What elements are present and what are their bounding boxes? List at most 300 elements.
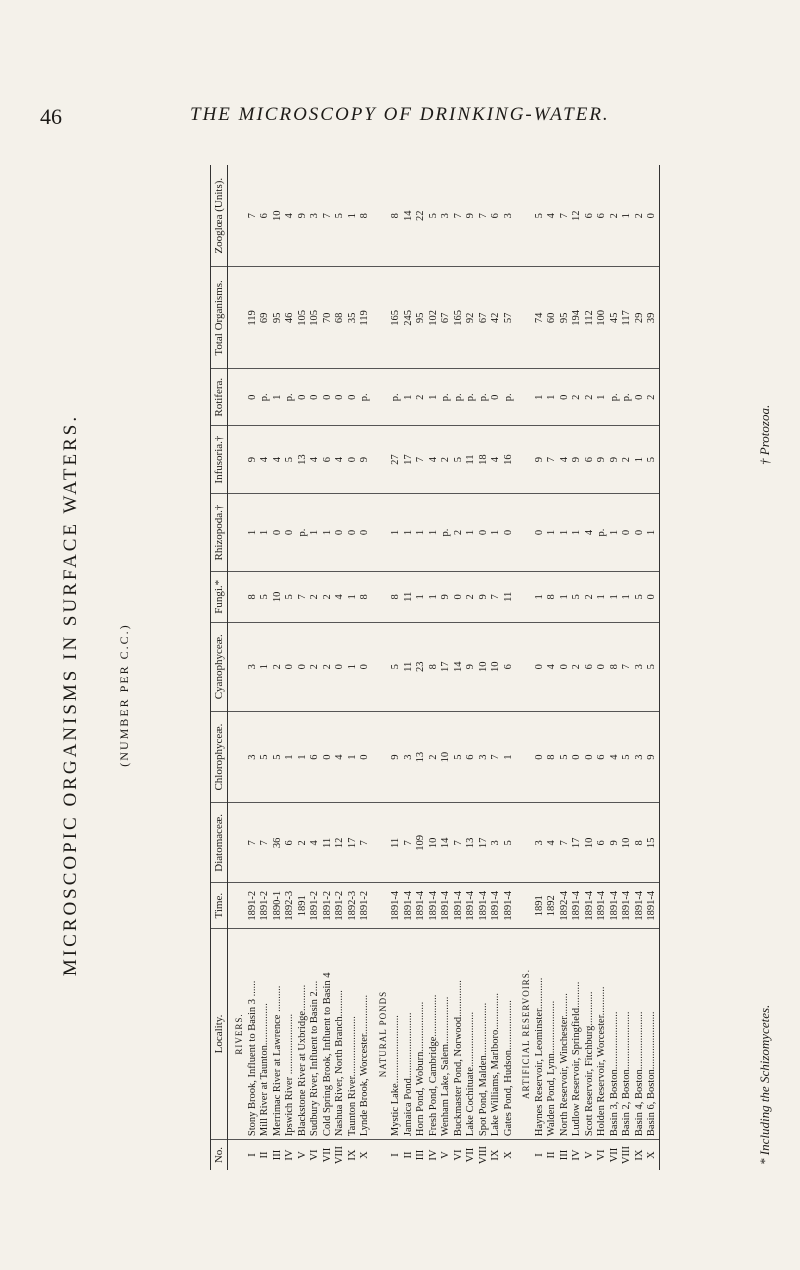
group-spacer [515, 803, 534, 883]
table-cell: 165 [453, 267, 466, 369]
group-spacer [515, 165, 534, 267]
page-header [40, 98, 760, 138]
group-label: RIVERS. [228, 928, 247, 1139]
table-cell: Spot Pond, Malden.................... [478, 928, 491, 1139]
table-cell: Jamaica Pond......................... [403, 928, 416, 1139]
table-cell: 4 [559, 426, 572, 494]
table-cell: 1891 [297, 883, 310, 928]
table-row [621, 165, 634, 1170]
table-cell: 1 [309, 494, 322, 572]
table-cell: 9 [359, 426, 372, 494]
table-cell: 4 [334, 426, 347, 494]
table-cell: 194 [571, 267, 584, 369]
table-cell: 5 [646, 622, 659, 711]
table-cell: 10 [428, 803, 441, 883]
table-cell: Haynes Reservoir, Leominster............ [534, 928, 547, 1139]
table-cell: 1891-4 [465, 883, 478, 928]
table-cell: 5 [284, 571, 297, 622]
table-cell: 6 [322, 426, 335, 494]
table-cell: 2 [297, 803, 310, 883]
table-cell: 1891-4 [596, 883, 609, 928]
group-spacer [372, 622, 391, 711]
column-header: Zooglœa (Units). [211, 165, 228, 267]
group-spacer [372, 571, 391, 622]
column-header: Cyanophyceæ. [211, 622, 228, 711]
table-cell: I [246, 1153, 258, 1157]
table-cell: 8 [609, 622, 622, 711]
table-cell: 2 [309, 622, 322, 711]
table-cell: p. [609, 369, 622, 426]
table-cell: 1 [347, 711, 360, 802]
table-cell: 13 [415, 711, 428, 802]
table-cell: Basin 6, Boston...................... [646, 928, 659, 1139]
table-subtitle: (NUMBER PER C.C.) [117, 623, 131, 767]
table-cell: p. [478, 369, 491, 426]
table-row [546, 165, 559, 1170]
table-cell: 0 [584, 711, 597, 802]
table-cell: Sudbury River, Influent to Basin 2.... [309, 928, 322, 1139]
table-cell: 1 [571, 494, 584, 572]
table-cell: 0 [621, 494, 634, 572]
table-cell: 1891-4 [478, 883, 491, 928]
table-cell: 4 [309, 426, 322, 494]
table-cell: 7 [559, 165, 572, 267]
table-cell: 105 [309, 267, 322, 369]
table-cell: 67 [440, 267, 453, 369]
table-cell: 1891-4 [584, 883, 597, 928]
table-cell: p. [297, 494, 310, 572]
table-cell: 9 [609, 426, 622, 494]
table-cell: 3 [247, 622, 260, 711]
group-spacer [515, 711, 534, 802]
table-cell: 6 [309, 711, 322, 802]
table-cell: 9 [440, 571, 453, 622]
group-spacer [228, 803, 247, 883]
table-cell: 2 [571, 369, 584, 426]
table-cell: 6 [596, 711, 609, 802]
group-spacer [372, 711, 391, 802]
table-cell: 1891-4 [503, 883, 516, 928]
table-cell: 0 [646, 571, 659, 622]
table-cell: Ipswich River ....................... [284, 928, 297, 1139]
table-cell: 5 [284, 426, 297, 494]
table-cell: X [502, 1151, 514, 1159]
table-cell: 2 [428, 711, 441, 802]
table-cell: Basin 3, Boston...................... [609, 928, 622, 1139]
table-cell: 0 [571, 711, 584, 802]
table-cell: 5 [646, 426, 659, 494]
table-cell: 0 [322, 711, 335, 802]
table-cell: 92 [465, 267, 478, 369]
table-cell: 1891-4 [621, 883, 634, 928]
table-cell: 1 [347, 165, 360, 267]
group-row [515, 165, 534, 1170]
table-cell: North Reservoir, Winchester......... [559, 928, 572, 1139]
table-cell: IV [427, 1149, 439, 1161]
group-spacer [515, 571, 534, 622]
column-header: Infusoria.† [211, 426, 228, 494]
table-cell: 1891-2 [334, 883, 347, 928]
table-cell: 3 [403, 711, 416, 802]
table-cell: 2 [646, 369, 659, 426]
table-cell: 6 [584, 426, 597, 494]
table-cell: 4 [284, 165, 297, 267]
table-row [284, 165, 297, 1170]
table-cell: 3 [490, 803, 503, 883]
table-cell: 119 [247, 267, 260, 369]
table-cell: V [440, 1151, 451, 1159]
table-cell: 0 [297, 369, 310, 426]
table-cell: 10 [272, 571, 285, 622]
table-cell: 8 [390, 571, 403, 622]
table-cell: 1 [284, 711, 297, 802]
table-cell: p. [440, 494, 453, 572]
table-cell: 1891 [534, 883, 547, 928]
table-cell: 3 [534, 803, 547, 883]
table-cell: 14 [453, 622, 466, 711]
table-row [571, 165, 584, 1170]
table-cell: 35 [347, 267, 360, 369]
table-cell: 7 [259, 803, 272, 883]
table-cell: 60 [546, 267, 559, 369]
table-row [490, 165, 503, 1170]
table-cell: 95 [559, 267, 572, 369]
table-cell: Wenham Lake, Salem.................. [440, 928, 453, 1139]
table-cell: 17 [571, 803, 584, 883]
group-spacer [372, 883, 391, 928]
table-cell: 9 [596, 426, 609, 494]
table-cell: Fresh Pond, Cambridge................ [428, 928, 441, 1139]
table-cell: 7 [453, 803, 466, 883]
table-cell: IX [633, 1149, 645, 1161]
table-cell: p. [284, 369, 297, 426]
table-cell: 2 [322, 571, 335, 622]
table-cell: V [583, 1151, 595, 1159]
table-cell: 8 [546, 571, 559, 622]
table-cell: 12 [334, 803, 347, 883]
table-cell: 9 [571, 426, 584, 494]
table-cell: 17 [440, 622, 453, 711]
table-cell: 1 [534, 369, 547, 426]
table-cell: 1891-4 [390, 883, 403, 928]
table-cell: 39 [646, 267, 659, 369]
table-cell: 0 [334, 622, 347, 711]
group-spacer [372, 1140, 391, 1170]
table-cell: 1891-4 [634, 883, 647, 928]
table-cell: Nashua River, North Branch.......... [334, 928, 347, 1139]
table-cell: 0 [347, 494, 360, 572]
table-cell: X [359, 1151, 370, 1159]
table-row [334, 165, 347, 1170]
table-cell: Cold Spring Brook, Influent to Basin 4 [322, 928, 335, 1139]
table-cell: 7 [478, 165, 491, 267]
table-cell: 3 [440, 165, 453, 267]
table-cell: 7 [359, 803, 372, 883]
table-cell: 95 [272, 267, 285, 369]
column-header: Time. [211, 883, 228, 928]
table-row [596, 165, 609, 1170]
table-cell: 22 [415, 165, 428, 267]
table-cell: 1891-4 [453, 883, 466, 928]
table-cell: 1892-3 [347, 883, 360, 928]
table-cell: 1891-4 [440, 883, 453, 928]
table-cell: 5 [453, 711, 466, 802]
table-cell: 0 [347, 426, 360, 494]
table-cell: 0 [534, 494, 547, 572]
table-row [440, 165, 453, 1170]
table-cell: VII [608, 1147, 620, 1163]
table-cell: 2 [453, 494, 466, 572]
table-cell: 4 [334, 571, 347, 622]
table-cell: 2 [584, 369, 597, 426]
table-cell: 1 [428, 571, 441, 622]
table-cell: Mystic Lake.......................... [390, 928, 403, 1139]
table-row [347, 165, 360, 1170]
table-cell: 3 [634, 711, 647, 802]
table-cell: 1 [609, 571, 622, 622]
table-cell: 0 [309, 369, 322, 426]
group-spacer [228, 369, 247, 426]
table-cell: 1 [247, 494, 260, 572]
table-cell: 11 [503, 571, 516, 622]
table-cell: 0 [359, 494, 372, 572]
organisms-table [210, 165, 660, 1170]
table-cell: VI [309, 1149, 320, 1161]
table-cell: 112 [584, 267, 597, 369]
table-cell: 0 [634, 494, 647, 572]
group-spacer [228, 165, 247, 267]
table-cell: III [558, 1149, 570, 1161]
table-cell: 1 [609, 494, 622, 572]
table-cell: 1 [596, 571, 609, 622]
table-row [584, 165, 597, 1170]
table-cell: 9 [297, 165, 310, 267]
table-cell: I [390, 1153, 401, 1157]
table-cell: 1891-4 [646, 883, 659, 928]
table-cell: VI [452, 1149, 464, 1161]
table-cell: 8 [428, 622, 441, 711]
table-cell: III [271, 1149, 283, 1161]
group-spacer [228, 426, 247, 494]
table-cell: 7 [490, 571, 503, 622]
table-cell: 7 [546, 426, 559, 494]
group-spacer [372, 494, 391, 572]
table-cell: 245 [403, 267, 416, 369]
table-cell: 1890-1 [272, 883, 285, 928]
table-cell: Buckmaster Pond, Norwood.............. [453, 928, 466, 1139]
table-cell: 5 [453, 426, 466, 494]
table-cell: 5 [559, 711, 572, 802]
table-cell: 10 [621, 803, 634, 883]
table-cell: 1 [347, 571, 360, 622]
table-cell: IX [346, 1149, 358, 1161]
table-cell: 9 [247, 426, 260, 494]
table-cell: 5 [272, 711, 285, 802]
table-cell: II [546, 1151, 557, 1159]
table-cell: 2 [440, 426, 453, 494]
table-cell: 8 [390, 165, 403, 267]
table-cell: 1 [415, 571, 428, 622]
table-cell: 7 [621, 622, 634, 711]
table-cell: 0 [534, 622, 547, 711]
table-row [428, 165, 441, 1170]
table-cell: 7 [559, 803, 572, 883]
table-cell: 17 [478, 803, 491, 883]
table-cell: Gates Pond, Hudson................... [503, 928, 516, 1139]
group-spacer [228, 622, 247, 711]
table-cell: Lynde Brook, Worcester............... [359, 928, 372, 1139]
table-cell: p. [503, 369, 516, 426]
table-cell: Horn Pond, Woburn................... [415, 928, 428, 1139]
group-spacer [372, 803, 391, 883]
table-cell: 1 [596, 369, 609, 426]
table-row [297, 165, 310, 1170]
group-spacer [515, 622, 534, 711]
group-label: NATURAL PONDS [372, 928, 391, 1139]
table-cell: 1891-2 [322, 883, 335, 928]
table-cell: 9 [465, 165, 478, 267]
table-cell: 109 [415, 803, 428, 883]
column-header: Rotifera. [211, 369, 228, 426]
table-row [534, 165, 547, 1170]
table-cell: 9 [390, 711, 403, 802]
table-cell: 9 [646, 711, 659, 802]
table-cell: 1892 [546, 883, 559, 928]
table-row [646, 165, 659, 1170]
table-cell: 1891-4 [415, 883, 428, 928]
table-row [309, 165, 322, 1170]
table-cell: 4 [609, 711, 622, 802]
table-row [322, 165, 335, 1170]
table-cell: 6 [596, 165, 609, 267]
table-cell: 7 [247, 803, 260, 883]
table-cell: Holden Reservoir, Worcester........... [596, 928, 609, 1139]
table-cell: 102 [428, 267, 441, 369]
table-cell: 3 [478, 711, 491, 802]
table-cell: 0 [503, 494, 516, 572]
table-cell: IV [284, 1149, 295, 1161]
table-cell: 2 [309, 571, 322, 622]
table-cell: IX [490, 1149, 501, 1161]
table-cell: 6 [503, 622, 516, 711]
column-header: No. [211, 1140, 228, 1170]
table-cell: 1891-2 [359, 883, 372, 928]
table-cell: 5 [534, 165, 547, 267]
table-row [247, 165, 260, 1170]
table-cell: Lake Cochituate..................... [465, 928, 478, 1139]
group-row [372, 165, 391, 1170]
table-cell: 14 [403, 165, 416, 267]
table-cell: II [402, 1151, 414, 1159]
table-cell: 36 [272, 803, 285, 883]
table-cell: 2 [584, 571, 597, 622]
table-cell: VII [465, 1147, 476, 1163]
table-cell: 1 [272, 369, 285, 426]
table-cell: 8 [359, 571, 372, 622]
table-cell: 117 [621, 267, 634, 369]
table-cell: 3 [634, 622, 647, 711]
table-cell: 5 [259, 571, 272, 622]
table-cell: 10 [440, 711, 453, 802]
table-cell: 2 [609, 165, 622, 267]
table-cell: 1891-2 [259, 883, 272, 928]
table-cell: 165 [390, 267, 403, 369]
table-cell: 0 [334, 494, 347, 572]
table-row [390, 165, 403, 1170]
table-cell: 1 [621, 571, 634, 622]
table-cell: 1891-4 [609, 883, 622, 928]
table-cell: VIII [477, 1146, 489, 1165]
table-cell: 0 [453, 571, 466, 622]
table-cell: 1 [534, 571, 547, 622]
table-cell: 11 [465, 426, 478, 494]
table-row [403, 165, 416, 1170]
table-cell: 6 [490, 165, 503, 267]
table-cell: Taunton River....................... [347, 928, 360, 1139]
table-cell: 1 [347, 622, 360, 711]
table-cell: 45 [609, 267, 622, 369]
table-cell: VIII [334, 1146, 345, 1165]
table-header-row [211, 165, 228, 1170]
table-cell: 7 [297, 571, 310, 622]
table-cell: 4 [490, 426, 503, 494]
table-cell: 2 [272, 622, 285, 711]
table-cell: 42 [490, 267, 503, 369]
table-cell: Stony Brook, Influent to Basin 3 ...... [247, 928, 260, 1139]
table-cell: 1 [297, 711, 310, 802]
table-cell: X [646, 1140, 659, 1170]
table-cell: 100 [596, 267, 609, 369]
table-cell: VIII [621, 1146, 632, 1165]
table-cell: 8 [359, 165, 372, 267]
table-cell: 8 [247, 571, 260, 622]
table-cell: 0 [534, 711, 547, 802]
table-cell: 4 [546, 803, 559, 883]
table-cell: 6 [259, 165, 272, 267]
table-cell: 46 [284, 267, 297, 369]
table-cell: 7 [415, 426, 428, 494]
table-cell: 3 [309, 165, 322, 267]
table-cell: 5 [390, 622, 403, 711]
table-cell: 1 [634, 426, 647, 494]
table-cell: IV [571, 1149, 582, 1161]
footnote-fungi: * Including the Schizomycetes. [757, 1004, 772, 1165]
table-cell: 10 [272, 165, 285, 267]
table-cell: 1 [465, 494, 478, 572]
group-spacer [228, 711, 247, 802]
table-cell: 0 [359, 622, 372, 711]
table-row [478, 165, 491, 1170]
table-row [503, 165, 516, 1170]
table-cell: 1 [428, 494, 441, 572]
table-cell: 0 [284, 494, 297, 572]
table-cell: 1 [546, 369, 559, 426]
table-cell: Ludlow Reservoir, Springfield.......... [571, 928, 584, 1139]
table-cell: 17 [403, 426, 416, 494]
table-row [559, 165, 572, 1170]
group-spacer [228, 267, 247, 369]
table-cell: Lake Williams, Marlboro.............. [490, 928, 503, 1139]
table-cell: 1 [403, 494, 416, 572]
table-cell: 4 [259, 426, 272, 494]
table-cell: 6 [584, 165, 597, 267]
table-cell: 0 [490, 369, 503, 426]
table-cell: 27 [390, 426, 403, 494]
table-cell: 1891-2 [247, 883, 260, 928]
table-cell: 1891-4 [403, 883, 416, 928]
table-cell: 6 [584, 622, 597, 711]
table-cell: 7 [403, 803, 416, 883]
